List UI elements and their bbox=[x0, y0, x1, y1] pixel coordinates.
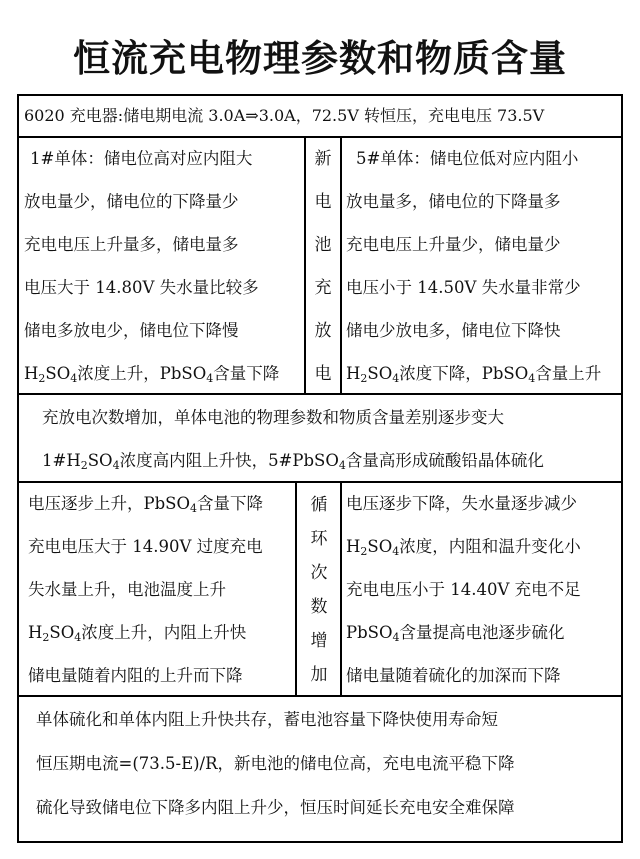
section3-left-line: 储电量随着内阻的上升而下降 bbox=[28, 666, 243, 685]
section2-chem-line: $1\#H_2SO_4$浓度高内阻上升快，5#PbSO$_4$含量高形成硫酸铅晶体硫化 bbox=[42, 451, 544, 472]
section1-left-line: 放电量少，储电位的下降量少 bbox=[24, 192, 239, 211]
vertical-char: 循 bbox=[310, 495, 328, 515]
section3-right-line: 储电量随着硫化的加深而下降 bbox=[346, 666, 561, 685]
section4-line: 硫化导致储电位下降多内阻上升少，恒压时间延长充电安全难保障 bbox=[36, 798, 515, 817]
section1-right-cell bbox=[341, 137, 623, 394]
vertical-char: 充 bbox=[314, 278, 332, 298]
section3-right-line: 电压逐步下降，失水量逐步减少 bbox=[346, 494, 577, 513]
vertical-char: 放 bbox=[314, 321, 332, 341]
section1-right-line: 5#单体：储电位低对应内阻小 bbox=[356, 149, 579, 168]
section1-right-line: 充电电压上升量少，储电量少 bbox=[346, 235, 561, 254]
section4-line: 恒压期电流=(73.5-E)/R，新电池的储电位高，充电电流平稳下降 bbox=[36, 754, 515, 773]
section1-left-line: 电压大于 14.80V 失水量比较多 bbox=[24, 278, 259, 297]
section1-right-line: 储电少放电多，储电位下降快 bbox=[346, 321, 561, 340]
vertical-char: 环 bbox=[310, 529, 328, 549]
vertical-char: 加 bbox=[310, 665, 328, 685]
section3-right-line: 充电电压小于 14.40V 充电不足 bbox=[346, 580, 581, 599]
section1-right-chem-line: $H_2SO_4$浓度下降，PbSO$_4$含量上升 bbox=[346, 364, 602, 385]
vertical-char: 电 bbox=[314, 364, 332, 384]
section3-right-line: $H_2SO_4$浓度，内阻和温升变化小 bbox=[346, 537, 581, 558]
section1-right-line: 电压小于 14.50V 失水量非常少 bbox=[346, 278, 581, 297]
section1-middle-cell bbox=[305, 137, 341, 394]
section4-line: 单体硫化和单体内阻上升快共存，蓄电池容量下降快使用寿命短 bbox=[36, 710, 498, 729]
vertical-char: 电 bbox=[314, 192, 332, 212]
vertical-char: 新 bbox=[314, 149, 332, 169]
charger-spec-line: 6020 充电器:储电期电流 3.0A⇒3.0A，72.5V 转恒压，充电电压 73.5V bbox=[24, 106, 545, 125]
vertical-char: 数 bbox=[310, 597, 328, 617]
section3-left-line: 失水量上升，电池温度上升 bbox=[28, 580, 226, 599]
page-title: 恒流充电物理参数和物质含量 bbox=[73, 37, 567, 80]
section1-left-line: 充电电压上升量多，储电量多 bbox=[24, 235, 239, 254]
section3-left-line: 电压逐步上升，PbSO$_4$含量下降 bbox=[28, 494, 263, 515]
section1-left-line: 1#单体：储电位高对应内阻大 bbox=[30, 149, 253, 168]
section1-right-line: 放电量多，储电位的下降量多 bbox=[346, 192, 561, 211]
section1-left-chem-line: $H_2SO_4$浓度上升，PbSO$_4$含量下降 bbox=[24, 364, 280, 385]
vertical-char: 池 bbox=[314, 235, 332, 255]
section1-left-line: 储电多放电少，储电位下降慢 bbox=[24, 321, 239, 340]
section2-line: 充放电次数增加，单体电池的物理参数和物质含量差别逐步变大 bbox=[42, 408, 504, 427]
section3-left-line: $H_2SO_4$浓度上升，内阻上升快 bbox=[28, 623, 247, 644]
vertical-char: 增 bbox=[310, 631, 328, 651]
section1-left-cell bbox=[17, 137, 305, 394]
vertical-char: 次 bbox=[310, 563, 328, 583]
section3-left-line: 充电电压大于 14.90V 过度充电 bbox=[28, 537, 263, 556]
section3-right-line: PbSO$_4$含量提高电池逐步硫化 bbox=[346, 623, 565, 644]
